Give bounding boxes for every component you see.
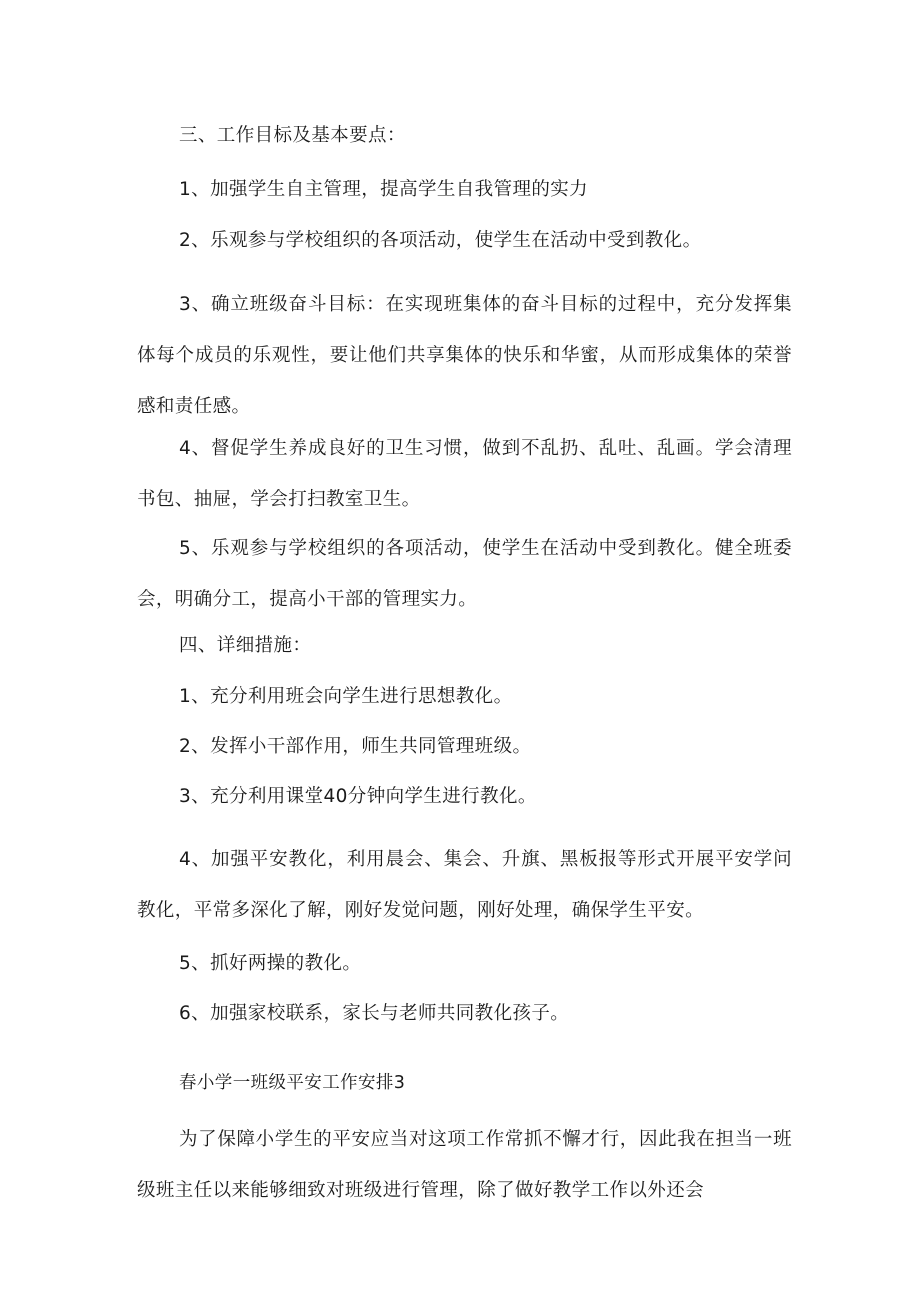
section4-item-5: 5、抓好两操的教化。 [179, 953, 362, 974]
section3-item-3: 3、确立班级奋斗目标：在实现班集体的奋斗目标的过程中，充分发挥集体每个成员的乐观性，要让他们共享集体的快乐和华蜜，从而形成集体的荣誉感和责任感。 [137, 294, 792, 417]
section4-heading: 四、详细措施： [179, 635, 312, 656]
section4-item-2: 2、发挥小干部作用，师生共同管理班级。 [179, 736, 532, 757]
section3-item-1: 1、加强学生自主管理，提高学生自我管理的实力 [179, 179, 589, 200]
section3-item-4: 4、督促学生养成良好的卫生习惯，做到不乱扔、乱吐、乱画。学会清理书包、抽屉，学会打扫教室卫生。 [137, 438, 792, 510]
section3-heading: 三、工作目标及基本要点： [179, 125, 406, 146]
section4-item-6: 6、加强家校联系，家长与老师共同教化孩子。 [179, 1003, 570, 1024]
section4-item-3: 3、充分利用课堂40分钟向学生进行教化。 [179, 786, 537, 807]
section3-item-2: 2、乐观参与学校组织的各项活动，使学生在活动中受到教化。 [179, 230, 702, 251]
next-section-paragraph: 为了保障小学生的平安应当对这项工作常抓不懈才行，因此我在担当一班级班主任以来能够细致对班级进行管理，除了做好教学工作以外还会 [137, 1129, 792, 1201]
next-section-title: 春小学一班级平安工作安排3 [179, 1073, 406, 1093]
section3-item-5: 5、乐观参与学校组织的各项活动，使学生在活动中受到教化。健全班委会，明确分工，提高小干部的管理实力。 [137, 538, 792, 610]
section4-item-4: 4、加强平安教化，利用晨会、集会、升旗、黑板报等形式开展平安学问教化，平常多深化了解，刚好发觉问题，刚好处理，确保学生平安。 [137, 849, 792, 921]
section4-item-1: 1、充分利用班会向学生进行思想教化。 [179, 686, 513, 707]
